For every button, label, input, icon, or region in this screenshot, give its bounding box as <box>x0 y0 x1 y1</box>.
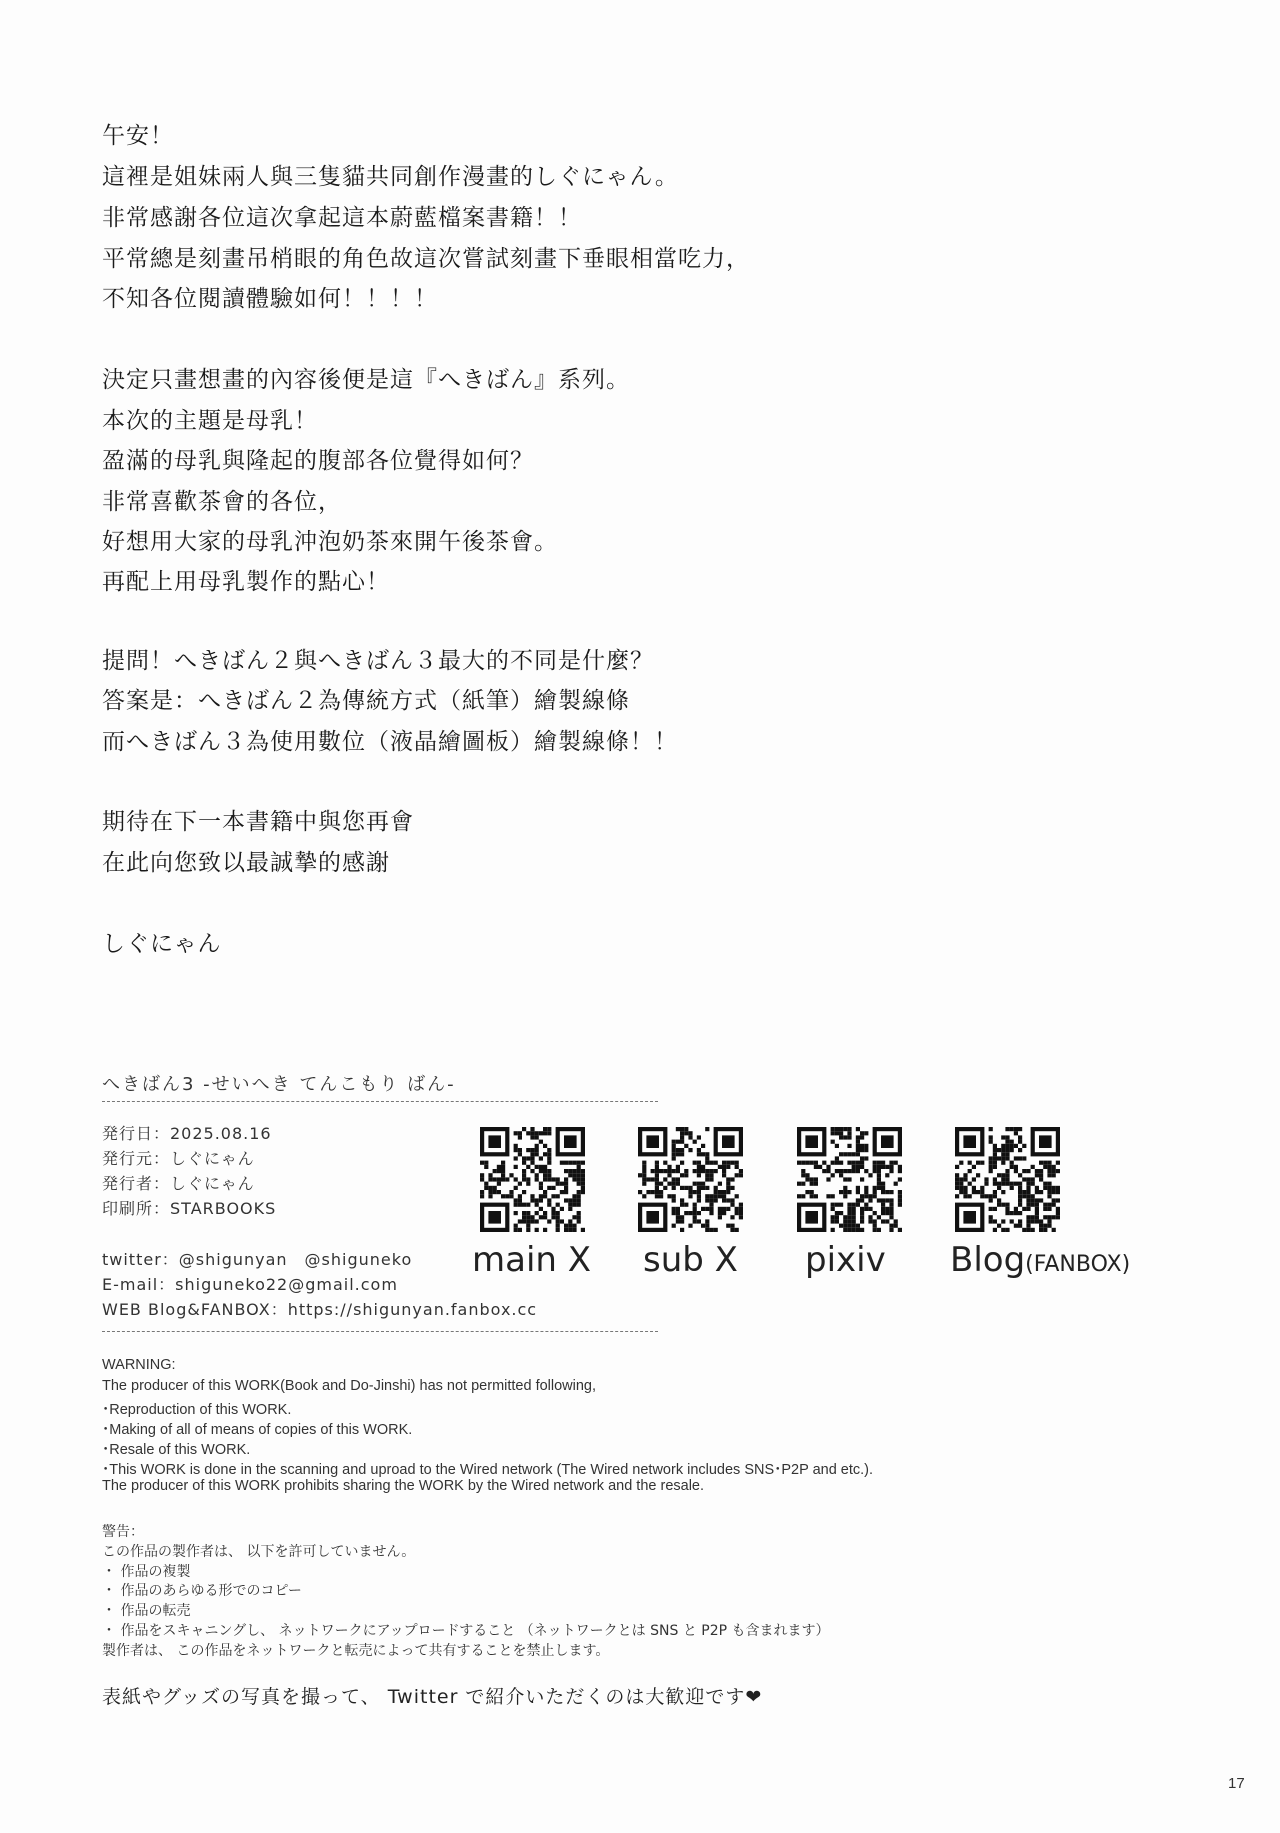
printer: 印刷所：STARBOOKS <box>102 1199 277 1218</box>
qr-label-pixiv: pixiv <box>805 1240 886 1280</box>
warning-line: The producer of this WORK(Book and Do-Jinshi) has not permitted following, <box>102 1378 597 1394</box>
issue-date: 発行日：2025.08.16 <box>102 1124 272 1143</box>
message-line: 在此向您致以最誠摯的感謝 <box>102 850 390 876</box>
message-line: 再配上用母乳製作的點心！ <box>102 569 390 595</box>
warning-line: ・ 作品のあらゆる形でのコピー <box>102 1583 302 1599</box>
message-line: 午安！ <box>102 123 174 149</box>
message-line: 好想用大家的母乳沖泡奶茶來開午後茶會。 <box>102 529 558 555</box>
message-line: 本次的主題是母乳！ <box>102 408 318 434</box>
qr-label-main-x: main X <box>472 1240 592 1280</box>
message-line: 這裡是姐妹兩人與三隻貓共同創作漫畫的しぐにゃん。 <box>102 164 679 190</box>
divider <box>102 1331 658 1332</box>
page-number: 17 <box>1228 1775 1245 1792</box>
qr-code-pixiv[interactable] <box>797 1127 902 1232</box>
message-line: 非常喜歡茶會的各位， <box>102 489 342 515</box>
warning-line: ・ 作品をスキャニングし、 ネットワークにアップロードすること （ネットワークとは SNS と P2P も含まれます） <box>102 1623 830 1639</box>
qr-label-blog: Blog(FANBOX) <box>950 1240 1131 1280</box>
message-line: 答案是：へきばん２為傳統方式（紙筆）繪製線條 <box>102 688 630 714</box>
message-line: 期待在下一本書籍中與您再會 <box>102 809 414 835</box>
warning-line: The producer of this WORK prohibits sharing the WORK by the Wired network and the resale. <box>102 1478 705 1494</box>
web-link[interactable]: WEB Blog&FANBOX：https://shigunyan.fanbox.cc <box>102 1300 538 1319</box>
message-line: 決定只畫想畫的內容後便是這『へきばん』系列。 <box>102 367 630 393</box>
divider <box>102 1101 658 1102</box>
warning-line: この作品の製作者は、 以下を許可していません。 <box>102 1544 416 1560</box>
message-line: 盈滿的母乳與隆起的腹部各位覺得如何？ <box>102 448 534 474</box>
signature: しぐにゃん <box>102 931 222 957</box>
warning-line: ･This WORK is done in the scanning and uproad to the Wired network (The Wired network includes SNS･P2P and etc.). <box>102 1462 874 1478</box>
message-line: 非常感謝各位這次拿起這本蔚藍檔案書籍！！ <box>102 205 582 231</box>
twitter-handles: twitter：@shigunyan @shiguneko <box>102 1250 413 1269</box>
footer-note: 表紙やグッズの写真を撮って、 Twitter で紹介いただくのは大歓迎です❤ <box>102 1686 763 1708</box>
message-line: 平常總是刻畫吊梢眼的角色故這次嘗試刻畫下垂眼相當吃力， <box>102 246 750 272</box>
message-line: 提問！へきばん２與へきばん３最大的不同是什麼？ <box>102 648 654 674</box>
email[interactable]: E-mail：shiguneko22@gmail.com <box>102 1275 398 1294</box>
warning-heading: 警告： <box>102 1524 144 1540</box>
warning-line: ・ 作品の転売 <box>102 1603 191 1619</box>
message-line: 而へきばん３為使用數位（液晶繪圖板）繪製線條！！ <box>102 729 678 755</box>
warning-line: 製作者は、 この作品をネットワークと転売によって共有することを禁止します。 <box>102 1643 610 1659</box>
warning-heading: WARNING: <box>102 1357 176 1373</box>
publisher: 発行元：しぐにゃん <box>102 1149 255 1168</box>
warning-line: ･Reproduction of this WORK. <box>102 1402 292 1418</box>
warning-line: ･Making of all of means of copies of this WORK. <box>102 1422 413 1438</box>
issuer: 発行者：しぐにゃん <box>102 1174 255 1193</box>
qr-code-main-x[interactable] <box>480 1127 585 1232</box>
book-title: へきばん3 -せいへき てんこもり ばん- <box>102 1074 456 1095</box>
qr-label-sub-x: sub X <box>643 1240 738 1280</box>
qr-code-blog[interactable] <box>955 1127 1060 1232</box>
qr-code-sub-x[interactable] <box>638 1127 743 1232</box>
warning-line: ・ 作品の複製 <box>102 1564 191 1580</box>
message-line: 不知各位閱讀體驗如何！！！！ <box>102 286 438 312</box>
warning-line: ･Resale of this WORK. <box>102 1442 251 1458</box>
